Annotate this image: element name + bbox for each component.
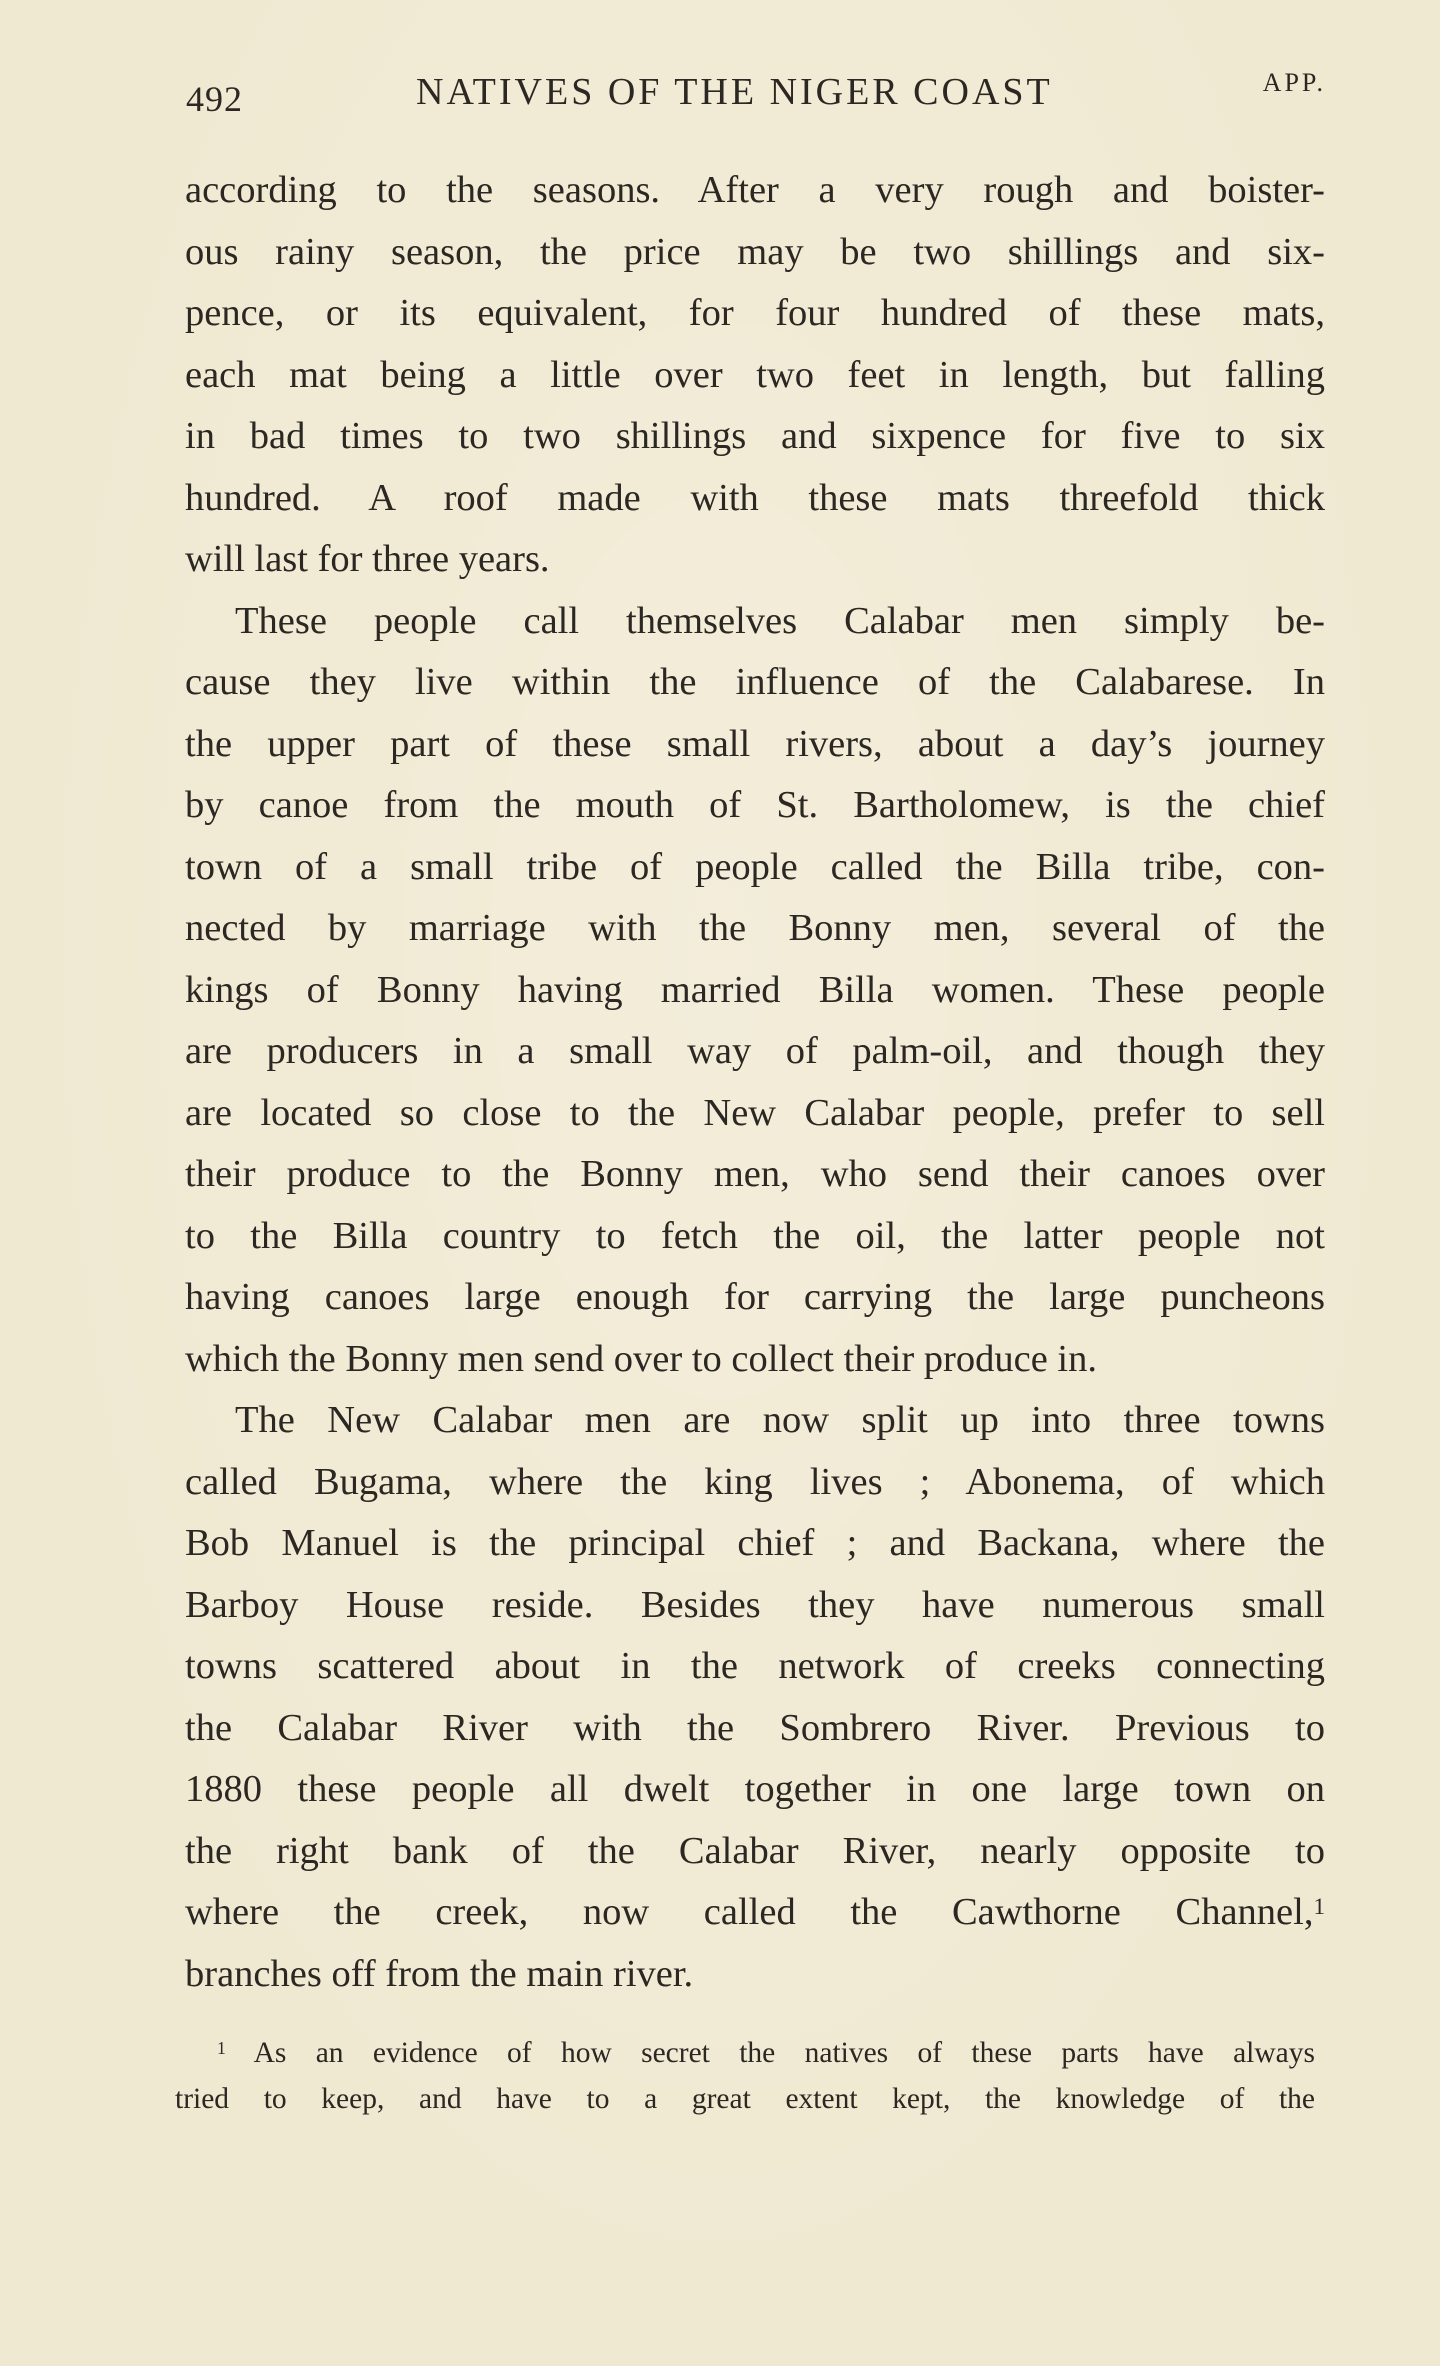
body-line: town of a small tribe of people called the Billa tribe, con- (185, 845, 1325, 888)
body-line: are located so close to the New Calabar people, prefer to sell (185, 1091, 1325, 1134)
body-line: having canoes large enough for carrying the large puncheons (185, 1276, 1325, 1318)
body-line: will last for three years. (185, 538, 550, 580)
body-line: the upper part of these small rivers, about a day’s journey (185, 722, 1325, 765)
body-line: towns scattered about in the network of creeks connecting (185, 1645, 1325, 1687)
body-line: branches off from the main river. (185, 1952, 694, 1995)
page-number: 492 (186, 79, 243, 119)
body-line: the Calabar River with the Sombrero River. Previous to (185, 1706, 1325, 1749)
body-line: cause they live within the influence of the Calabarese. In (185, 661, 1325, 703)
body-line: hundred. A roof made with these mats threefold thick (185, 476, 1325, 519)
section-mark: APP. (1262, 68, 1326, 97)
body-line: Barboy House reside. Besides they have numerous small (185, 1583, 1325, 1626)
body-line: the right bank of the Calabar River, nearly opposite to (185, 1829, 1325, 1872)
body-text (185, 160, 1325, 2005)
body-line: pence, or its equivalent, for four hundred of these mats, (185, 292, 1325, 334)
body-line: in bad times to two shillings and sixpence for five to six (185, 415, 1325, 457)
body-line-text: where the creek, now called the Cawthorne Channel, (185, 1891, 1314, 1933)
body-line: their produce to the Bonny men, who send their canoes over (185, 1153, 1325, 1195)
footnote-marker: 1 (217, 2038, 226, 2059)
body-line: according to the seasons. After a very rough and boister- (185, 169, 1325, 211)
body-line: which the Bonny men send over to collect their produce in. (185, 1337, 1097, 1380)
body-line: ous rainy season, the price may be two shillings and six- (185, 230, 1325, 273)
footnote-reference: 1 (1313, 1892, 1325, 1919)
body-line: are producers in a small way of palm-oil, and though they (185, 1030, 1325, 1072)
footnote-line: tried to keep, and have to a great extent kept, the knowledge of the (175, 2083, 1315, 2115)
page-header (186, 70, 1336, 130)
body-line-with-note (185, 1882, 1325, 1944)
running-title: NATIVES OF THE NIGER COAST (416, 71, 1053, 113)
body-line: kings of Bonny having married Billa women. These people (185, 968, 1325, 1011)
body-line: 1880 these people all dwelt together in one large town on (185, 1768, 1325, 1810)
body-line: The New Calabar men are now split up into three towns (235, 1399, 1325, 1441)
body-line: by canoe from the mouth of St. Bartholomew, is the chief (185, 784, 1325, 826)
body-line: to the Billa country to fetch the oil, the latter people not (185, 1214, 1325, 1257)
body-line: These people call themselves Calabar men simply be- (235, 599, 1325, 642)
footnote-line (175, 2030, 1315, 2076)
footnote (175, 2030, 1315, 2122)
body-line: each mat being a little over two feet in length, but falling (185, 353, 1325, 396)
body-line: Bob Manuel is the principal chief ; and Backana, where the (185, 1522, 1325, 1564)
footnote-text: As an evidence of how secret the natives of these parts have always (253, 2037, 1315, 2069)
body-line: nected by marriage with the Bonny men, several of the (185, 907, 1325, 949)
body-line: called Bugama, where the king lives ; Abonema, of which (185, 1460, 1325, 1503)
